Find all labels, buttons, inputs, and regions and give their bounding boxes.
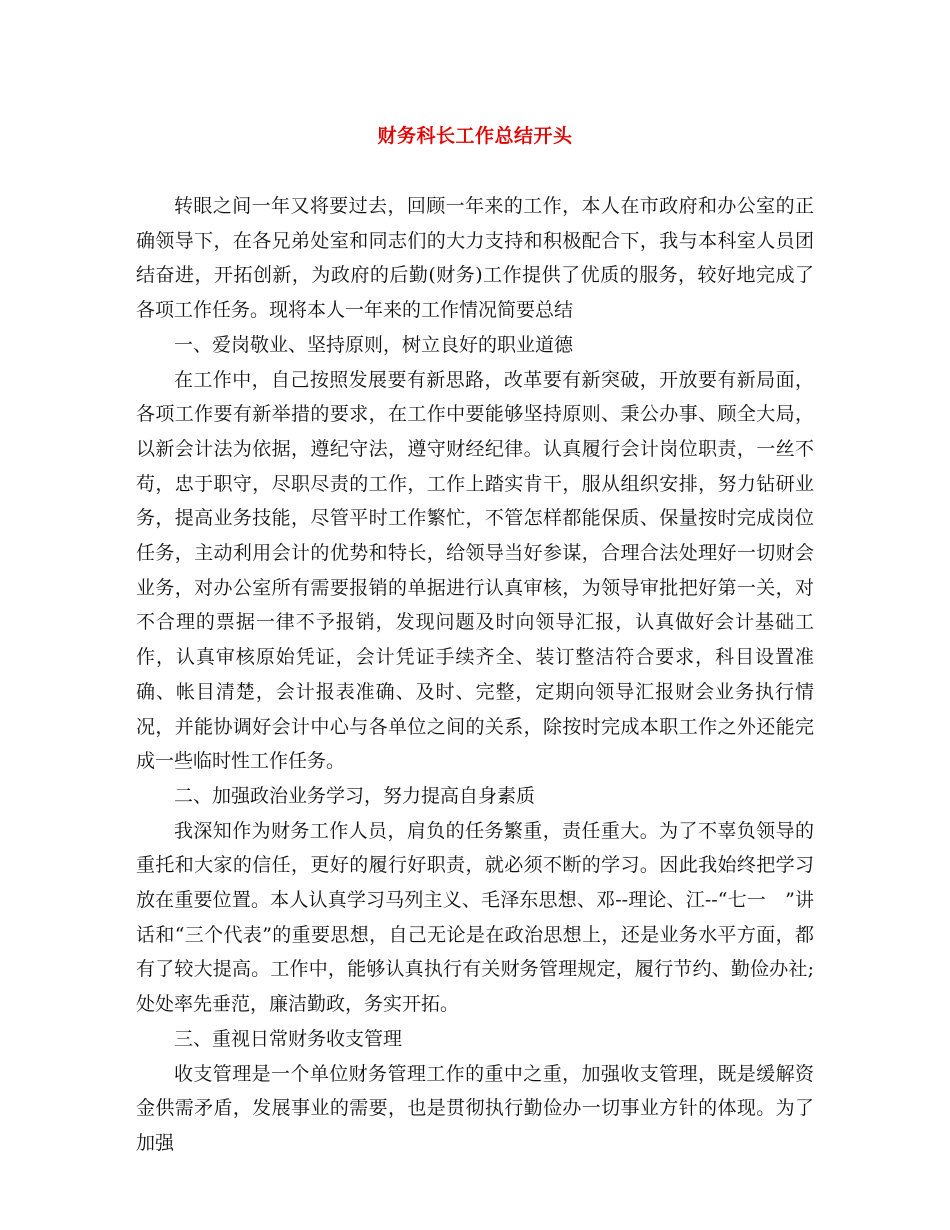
paragraph-section-2: 我深知作为财务工作人员，肩负的任务繁重，责任重大。为了不辜负领导的重托和大家的信任，更好的履行好职责，就必须不断的学习。因此我始终把学习放在重要位置。本人认真学习马列主义、毛泽东思想、邓--理论、江--“七一 ”讲话和“三个代表”的重要思想，自己无论是在政治思想上，还是业务水平方面，都有了较大提高。工作中，能够认真执行有关财务管理规定，履行节约、勤俭办社;处处率先垂范，廉洁勤政，务实开拓。 [136, 819, 814, 1016]
section-heading-3: 三、重视日常财务收支管理 [174, 1027, 403, 1050]
paragraph-intro: 转眼之间一年又将要过去，回顾一年来的工作，本人在市政府和办公室的正确领导下，在各兄弟处室和同志们的大力支持和积极配合下，我与本科室人员团结奋进，开拓创新，为政府的后勤(财务)工作提供了优质的服务，较好地完成了各项工作任务。现将本人一年来的工作情况简要总结 [136, 195, 814, 322]
section-heading-1: 一、爱岗敬业、坚持原则，树立良好的职业道德 [174, 333, 574, 356]
paragraph-section-1: 在工作中，自己按照发展要有新思路，改革要有新突破，开放要有新局面，各项工作要有新举措的要求，在工作中要能够坚持原则、秉公办事、顾全大局，以新会计法为依据，遵纪守法，遵守财经纪律。认真履行会计岗位职责，一丝不苟，忠于职守，尽职尽责的工作，工作上踏实肯干，服从组织安排，努力钻研业务，提高业务技能，尽管平时工作繁忙，不管怎样都能保质、保量按时完成岗位任务，主动利用会计的优势和特长，给领导当好参谋，合理合法处理好一切财会业务，对办公室所有需要报销的单据进行认真审核，为领导审批把好第一关，对不合理的票据一律不予报销，发现问题及时向领导汇报，认真做好会计基础工作，认真审核原始凭证，会计凭证手续齐全、装订整洁符合要求，科目设置准确、帐目清楚，会计报表准确、及时、完整，定期向领导汇报财会业务执行情况，并能协调好会计中心与各单位之间的关系，除按时完成本职工作之外还能完成一些临时性工作任务。 [136, 368, 814, 773]
section-heading-2: 二、加强政治业务学习，努力提高自身素质 [174, 784, 536, 807]
document-body [136, 189, 814, 1161]
paragraph-section-3: 收支管理是一个单位财务管理工作的重中之重，加强收支管理，既是缓解资金供需矛盾，发展事业的需要，也是贯彻执行勤俭办一切事业方针的体现。为了加强 [136, 1062, 814, 1154]
document-title: 财务科长工作总结开头 [377, 125, 573, 147]
